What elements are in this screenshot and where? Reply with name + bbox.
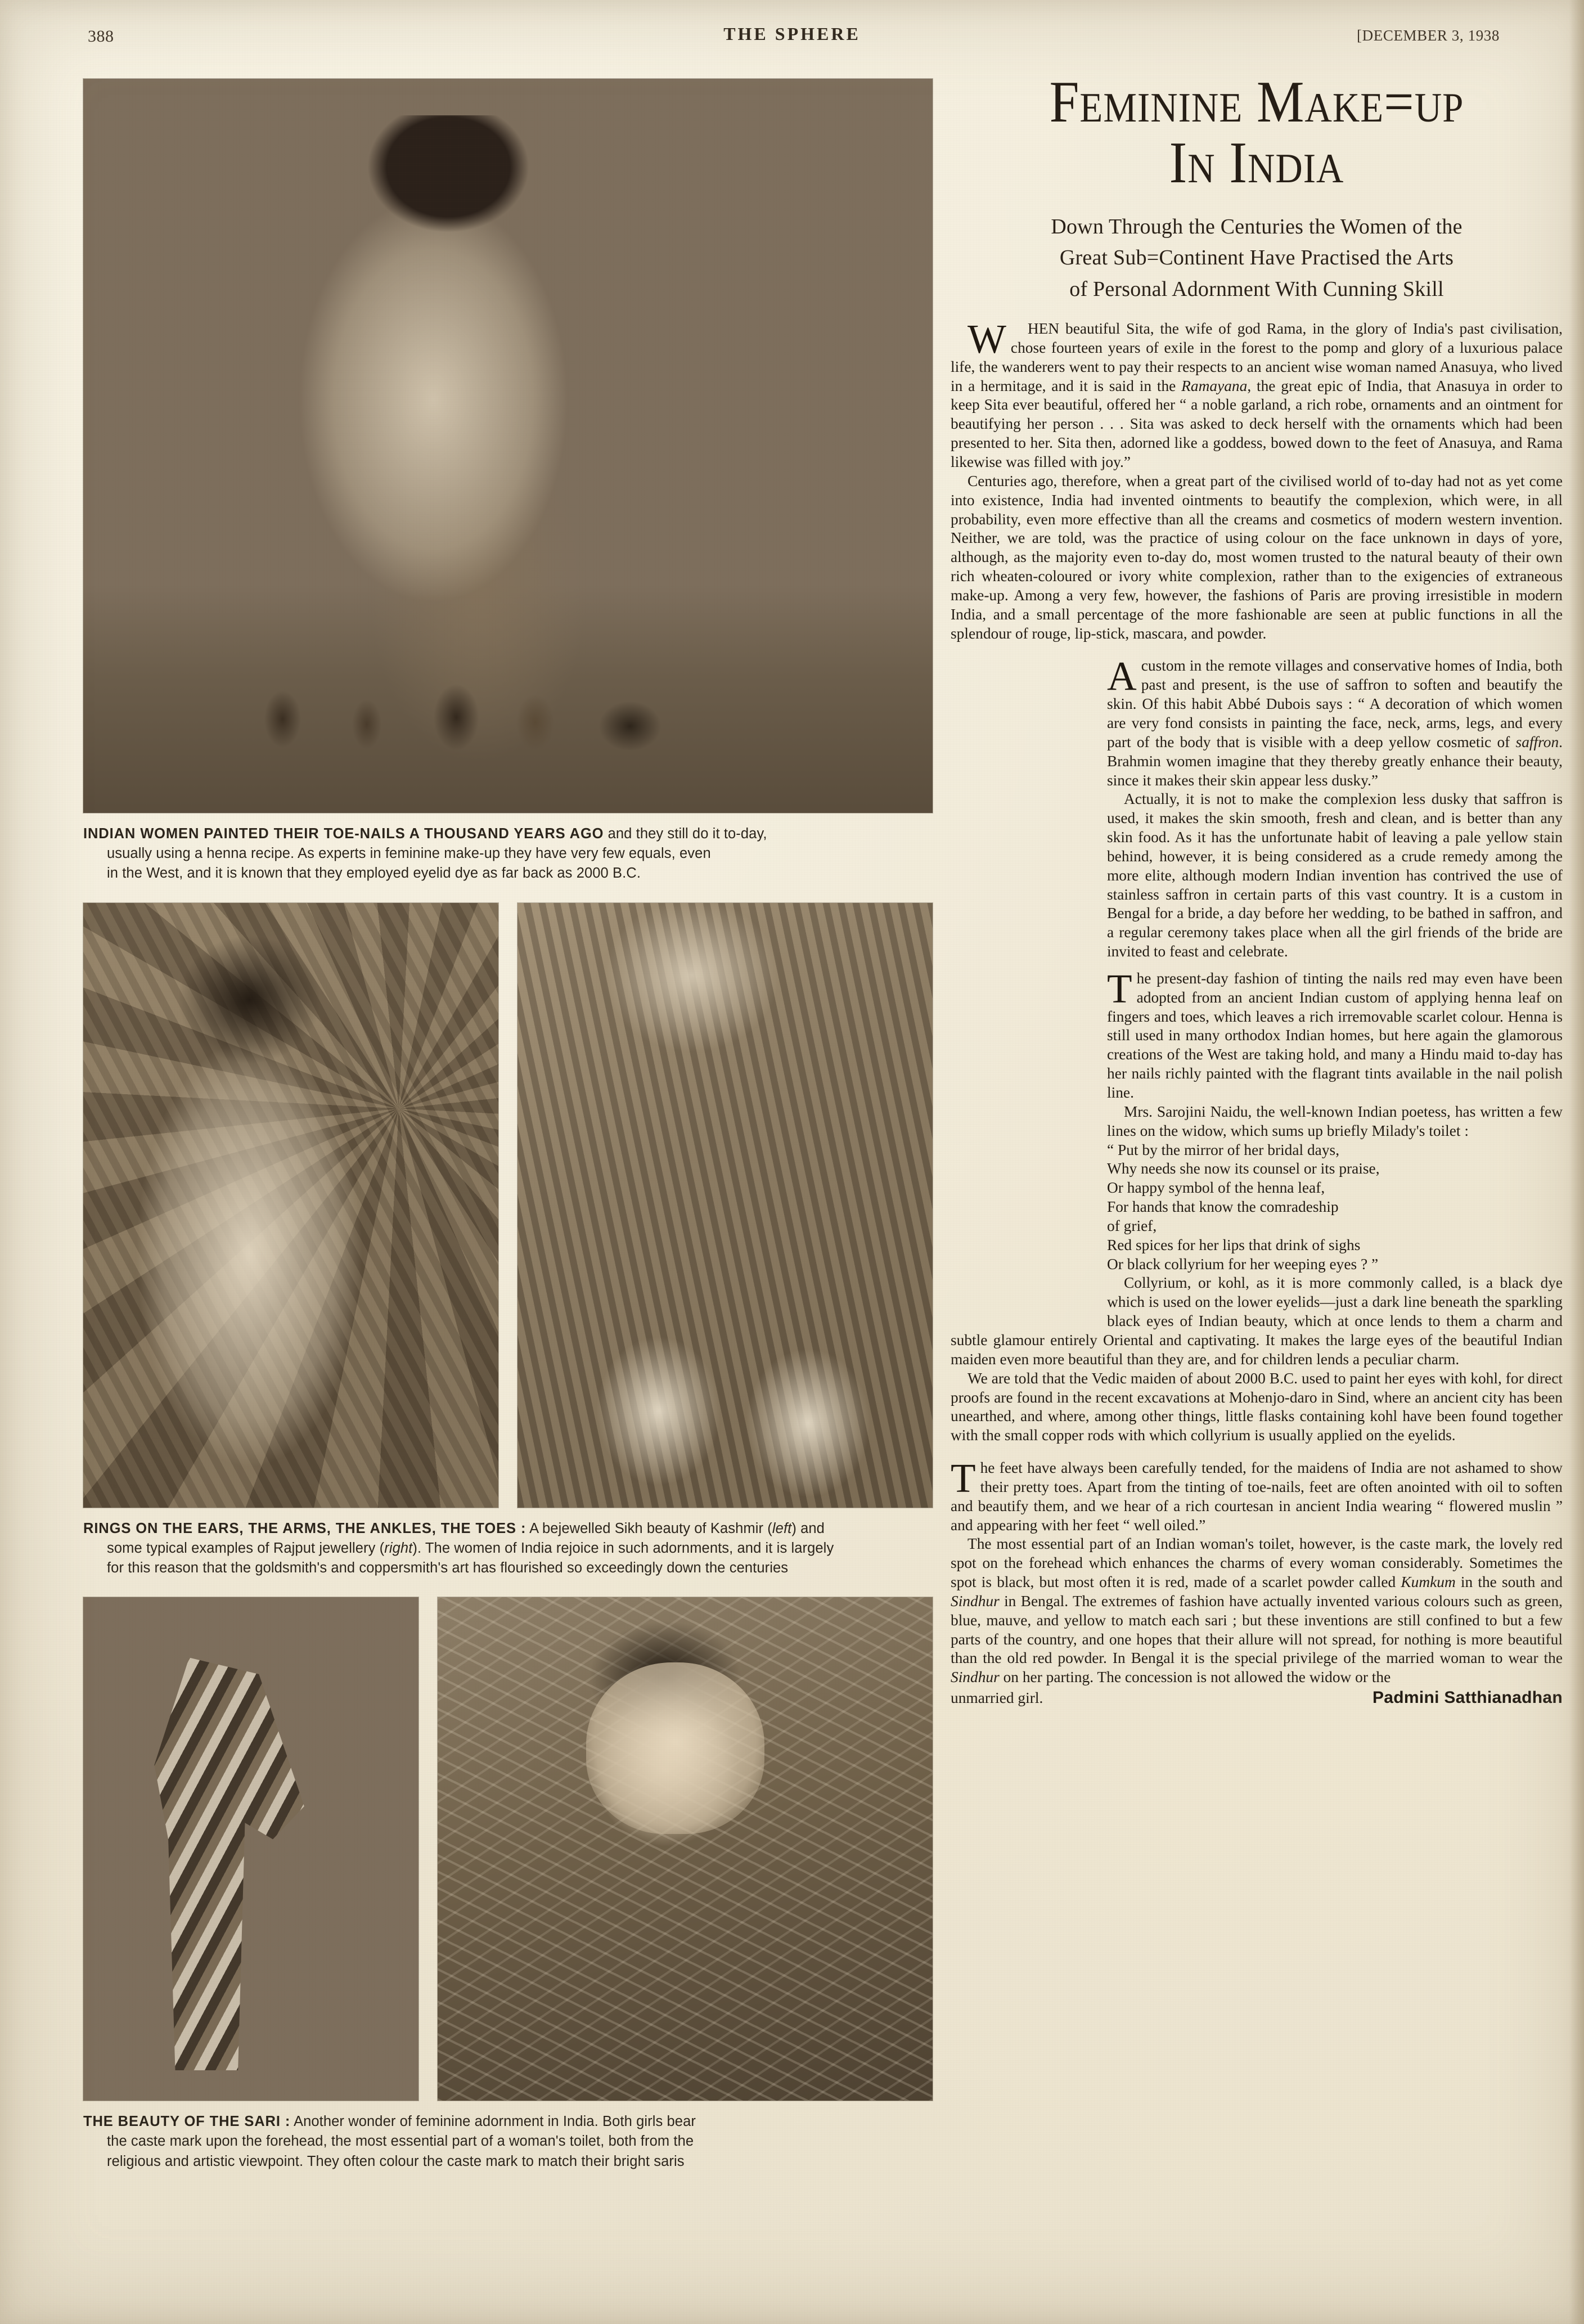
paragraph-text: . Brahmin women imagine that they thereby greatly enhance their beauty, since it makes their skin appear less dusky.” [1107, 733, 1563, 789]
paragraph-text: unmarried girl. [951, 1689, 1043, 1707]
caption-text: ). The women of India rejoice in such adornments, and it is largely [412, 1540, 834, 1556]
paragraph-text: used to paint her eyes with kohl, for direct proofs are found in the recent excavations at Mohenjo-daro in Sind, where an ancient city has been unearthed, and where, among other things, little flasks containing kohl have been found together with the small copper rods with which collyrium is usually applied on the eyelids. [951, 1369, 1563, 1444]
paragraph-emphasis: Sindhur [951, 1669, 1000, 1686]
page-folio: 388 [88, 27, 114, 46]
caption-text: the caste mark upon the forehead, the most essential part of a woman's toilet, both from the [107, 2133, 694, 2150]
caption-sari [83, 2112, 933, 2172]
drop-cap: W [968, 316, 1006, 362]
caption-text: A bejewelled Sikh beauty of Kashmir ( [526, 1520, 772, 1536]
paragraph-emphasis: Ramayana [1181, 377, 1248, 394]
paragraph-emphasis: Sindhur [951, 1592, 1000, 1610]
article-headline [951, 69, 1563, 195]
caption-text: ) and [791, 1520, 825, 1536]
poem-line: Or happy symbol of the henna leaf, [1107, 1179, 1325, 1197]
caption-text: usually using a henna recipe. As experts in feminine make-up they have very few equals, even [107, 846, 711, 862]
paragraph-henna-nails [951, 965, 1563, 1103]
photo-sari-portrait [438, 1597, 933, 2101]
paragraph-centuries-ago: Centuries ago, therefore, when a great part of the civilised world of to-day had not as yet come into existence, India had invented ointments to beautify the complexion, which were, in all probability, even more effective than all the creams and cosmetics of modern western invention. Neither, we are told, was the practice of using colour on the face unknown in days of yore, although, as the majority even to-day do, most women trusted to the natural beauty of their own rich wheaten-coloured or ivory white complexion, rather than to the exigencies of extraneous make-up. Among a very few, however, the fashions of Paris are proving irresistible in modern India, and a small percentage of the more fashionable are seen at public functions in all the splendour of rouge, lip-stick, mascara, and powder. [951, 472, 1563, 642]
photo-row-jewellery [83, 903, 933, 1508]
caption-text: some typical examples of Rajput jewellery ( [107, 1540, 385, 1556]
photo-row-saris [83, 1597, 933, 2101]
photo-column [83, 79, 933, 2172]
caption-lead: THE BEAUTY OF THE SARI : [83, 2114, 291, 2130]
wrap-zone-saffron [951, 653, 1563, 1274]
photo-sari-full-length [83, 1597, 418, 2101]
paragraph-sarojini-naidu: Mrs. Sarojini Naidu, the well-known Indian poetess, has written a few lines on the widow, which sums up briefly Milady's toilet : [1107, 1103, 1563, 1139]
paragraph-text: The most essential part of an Indian woman's toilet, however, is the caste mark, the lovely red spot on the forehead which enhances the charms of every woman considerably. Sometimes the spot is black, but most often it is red, made of a scarlet powder called [951, 1535, 1563, 1591]
drop-cap: T [951, 1455, 976, 1502]
paragraph-saffron-actually: Actually, it is not to make the complexion less dusky that saffron is used, it makes the skin smooth, fresh and clean, and is better than any skin food. As it has the unfortunate habit of leaving a pale yellow stain behind, however, it is being considered as a crude remedy among the more elite, although modern Indian invention has contrived the use of stainless saffron in certain parts of this vast country. It is a custom in Bengal for a bride, a day before her wedding, to be bathed in saffron, and a regular ceremony takes place when all the girl friends of the bride are invited to feast and celebrate. [1107, 790, 1563, 960]
article-column [951, 69, 1563, 1708]
caption-toenails [83, 824, 933, 884]
caption-emphasis: left [772, 1520, 792, 1536]
page-right-bleed [1569, 0, 1584, 2324]
paragraph-text: on her parting. The concession is not allowed the widow or the [999, 1669, 1391, 1686]
caption-lead: INDIAN WOMEN PAINTED THEIR TOE-NAILS A THOUSAND YEARS AGO [83, 826, 604, 842]
running-head [0, 21, 1584, 52]
paragraph-smallcaps: B.C. [1269, 1369, 1298, 1387]
paragraph-text: HEN beautiful Sita, the wife of god Rama, in the glory of India's past civilisation, chose fourteen years of exile in the forest to the pomp and glory of a luxurious palace life, the wanderers went to pay their respects to an ancient wise woman named Anasuya, who lived in a hermitage, and it is said in the [951, 320, 1563, 394]
caption-text: for this reason that the goldsmith's and coppersmith's art has flourished so exceedingly down the centuries [107, 1559, 789, 1576]
paragraph-emphasis: Kumkum [1401, 1574, 1456, 1591]
paragraph-collyrium: Collyrium, or kohl, as it is more commonly called, is a black dye which is used on the lower eyelids—just a dark line beneath the sparkling black eyes of Indian beauty, which at once lends to them a charm and subtle glamour entirely Oriental and captivating. It makes the large eyes of the beautiful Indian maiden even more beautiful than they are, and for children lends a peculiar charm. [951, 1274, 1563, 1368]
poem-line: “ Put by the mirror of her bridal days, [1107, 1141, 1340, 1158]
caption-text: religious and artistic viewpoint. They often colour the caste mark to match their bright saris [107, 2153, 685, 2169]
caption-rings [83, 1519, 933, 1579]
poem-line: Or black collyrium for her weeping eyes ? ” [1107, 1255, 1379, 1273]
caption-emphasis: right [384, 1540, 413, 1556]
drop-cap: A [1107, 653, 1137, 699]
paragraph-text: he feet have always been carefully tended, for the maidens of India are not ashamed to show their pretty toes. Apart from the tinting of toe-nails, feet are often anointed with oil to soften and beautify them, and we hear of a rich courtesan in ancient India wearing “ flowered muslin ” and appearing with her feet “ well oiled.” [951, 1459, 1563, 1534]
article-body [951, 316, 1563, 1708]
photo-rajput-jewellery [518, 903, 933, 1508]
article-subhead [951, 212, 1563, 305]
article-byline: Padmini Satthianadhan [1372, 1688, 1563, 1707]
paragraph-emphasis: saffron [1515, 733, 1559, 750]
paragraph-sita [951, 316, 1563, 472]
photo-toenail-painting [83, 79, 933, 813]
issue-date: [DECEMBER 3, 1938 [1357, 27, 1500, 44]
poem-line: For hands that know the comradeship [1107, 1198, 1339, 1216]
paragraph-text: , the great epic of India, that Anasuya in order to keep Sita ever beautiful, offered her “ a noble garland, a rich robe, ornaments and an ointment for beautifying her person . . . Sita was asked to deck herself with the ornaments which had been presented to her. Sita then, adorned like a goddess, bowed down to the feet of Anasuya, and Rama likewise was filled with joy.” [951, 377, 1563, 470]
photo-sikh-beauty-kashmir [83, 903, 498, 1508]
caption-text: and they still do it to-day, [604, 826, 767, 842]
masthead-title: THE SPHERE [723, 24, 861, 44]
paragraph-text: he present-day fashion of tinting the nails red may even have been adopted from an ancient Indian custom of applying henna leaf on fingers and toes, which leaves a rich irremovable scarlet colour. Henna is still used in many orthodox Indian homes, but here again the glamorous creations of the West are taking hold, and many a Hindu maid to-day has her nails richly painted with the flagrant tints available in the nail polish line. [1107, 969, 1563, 1101]
paragraph-saffron-custom [951, 653, 1563, 790]
paragraph-caste-mark [951, 1535, 1563, 1687]
paragraph-text: in Bengal. The extremes of fashion have actually invented various colours such as green, blue, mauve, and yellow to match each sari ; but these inventions are still confined to but a few parts of the country, and one hopes that their allure will not spread, for nothing is more beautiful than the old red powder. In Bengal it is the special privilege of the married woman to wear the [951, 1592, 1563, 1667]
poem-line: Red spices for her lips that drink of sighs [1107, 1236, 1361, 1253]
poem-line: Why needs she now its counsel or its praise, [1107, 1160, 1380, 1177]
headline-line-1: Feminine Make=up [1049, 69, 1464, 135]
photo-alt-text [438, 1597, 933, 2101]
paragraph-text: custom in the remote villages and conservative homes of India, both past and present, is the use of saffron to soften and beautify the skin. Of this habit Abbé Dubois says : “ A decoration of which women are very fond consists in painting the face, neck, arms, legs, and every part of the body that is visible with a deep yellow cosmetic of [1107, 657, 1563, 750]
paragraph-text: We are told that the Vedic maiden of about 2000 [968, 1369, 1270, 1387]
subhead-line-1: Down Through the Centuries the Women of the [1051, 214, 1462, 239]
headline-line-2: In India [1169, 129, 1344, 195]
paragraph-vedic-maiden [951, 1369, 1563, 1445]
subhead-line-3: of Personal Adornment With Cunning Skill [1069, 277, 1444, 301]
photo-alt-text [83, 79, 933, 813]
caption-text: Another wonder of feminine adornment in India. Both girls bear [290, 2114, 696, 2130]
article-last-line [951, 1687, 1563, 1708]
caption-text: in the West, and it is known that they employed eyelid dye as far back as 2000 B.C. [107, 865, 641, 882]
subhead-line-2: Great Sub=Continent Have Practised the Arts [1059, 246, 1454, 270]
photo-alt-text [83, 903, 498, 1508]
caption-lead: RINGS ON THE EARS, THE ARMS, THE ANKLES, THE TOES : [83, 1520, 526, 1536]
paragraph-feet-tended [951, 1455, 1563, 1535]
paragraph-text: in the south and [1455, 1574, 1563, 1591]
photo-alt-text [83, 1597, 418, 2101]
photo-alt-text [518, 903, 933, 1508]
poem-line: of grief, [1107, 1217, 1157, 1234]
drop-cap: T [1107, 965, 1132, 1012]
